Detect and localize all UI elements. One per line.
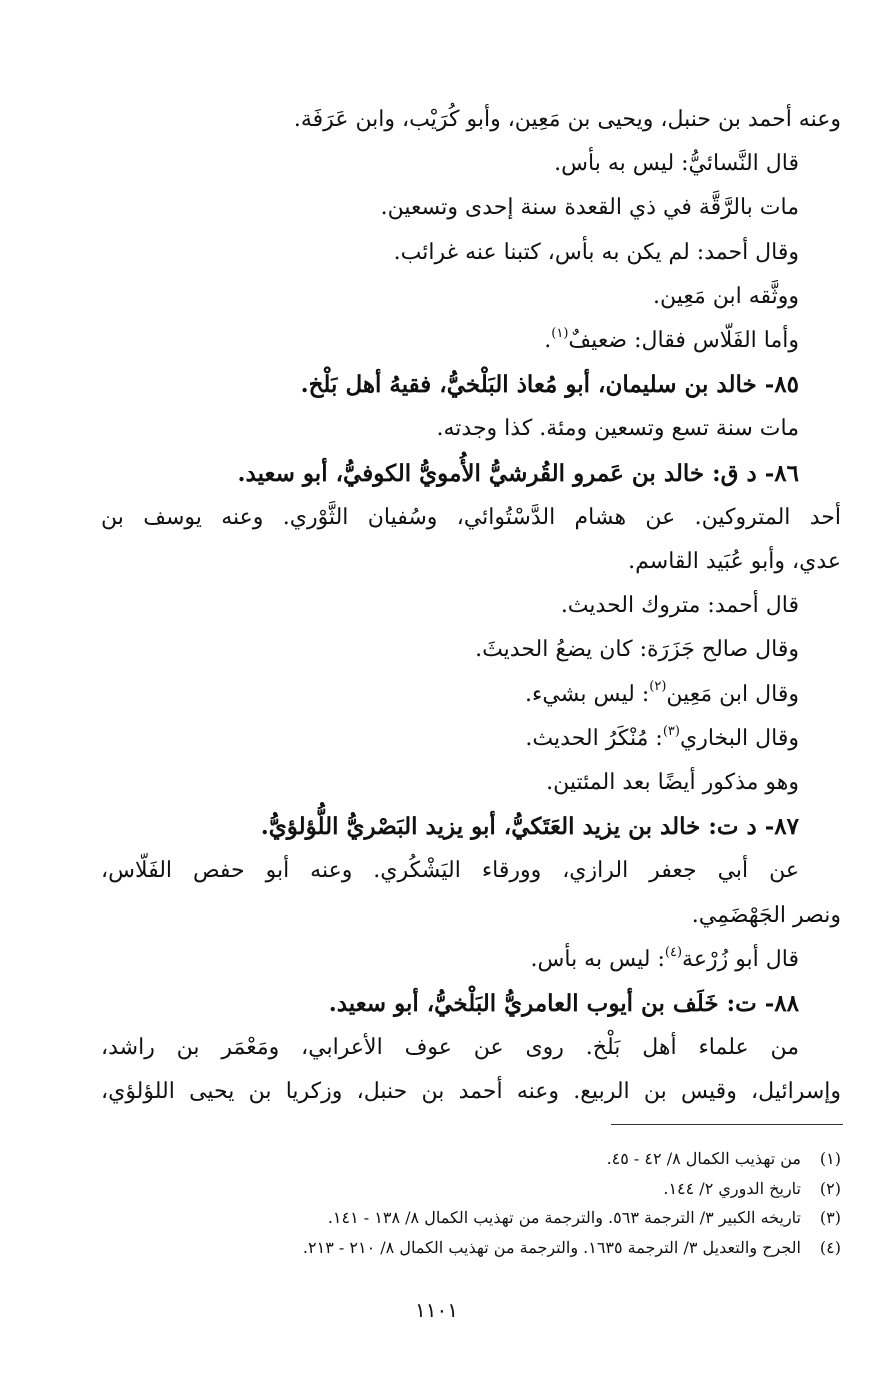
- text-segment: قال أبو زُرْعة: [682, 946, 799, 972]
- footnote-number: (١): [819, 1149, 841, 1168]
- text-segment: وقال ابن مَعِين: [666, 681, 799, 707]
- text-line: [101, 319, 841, 363]
- text-line: [101, 673, 841, 717]
- footnote: [61, 1174, 841, 1204]
- footnotes: [61, 1144, 841, 1262]
- footnote: [61, 1203, 841, 1233]
- text-line: [101, 938, 841, 982]
- text-line: عدي، وأبو عُبَيد القاسم.: [628, 549, 841, 575]
- text-segment: : ليس به بأس.: [530, 946, 665, 972]
- text-line: من علماء أهل بَلْخ. روى عن عوف الأعرابي، ومَعْمَر بن راشد،: [101, 1035, 799, 1061]
- text-line: عن أبي جعفر الرازي، وورقاء اليَشْكُري. وعنه أبو حفص الفَلّاس،: [101, 858, 799, 884]
- page-number: ١١٠١: [415, 1298, 458, 1322]
- text-line: مات بالرَّقَّة في ذي القعدة سنة إحدى وتسعين.: [380, 195, 799, 221]
- footnote-number: (٣): [819, 1208, 841, 1227]
- entry-heading: ٨٨- ت: خَلَف بن أيوب العامريُّ البَلْخيُّ، أبو سعيد.: [328, 990, 799, 1018]
- text-line: مات سنة تسع وتسعين ومئة. كذا وجدته.: [436, 416, 799, 442]
- text-line: قال أحمد: متروك الحديث.: [560, 593, 799, 619]
- text-line: وهو مذكور أيضًا بعد المئتين.: [546, 770, 799, 796]
- footnote-ref: (٢): [649, 679, 667, 695]
- footnote-text: الجرح والتعديل ٣/ الترجمة ١٦٣٥. والترجمة من تهذيب الكمال ٨/ ٢١٠ - ٢١٣.: [302, 1237, 801, 1257]
- footnote-text: من تهذيب الكمال ٨/ ٤٢ - ٤٥.: [606, 1149, 801, 1168]
- footnote: [61, 1233, 841, 1263]
- footnote-text: تاريخه الكبير ٣/ الترجمة ٥٦٣. والترجمة من تهذيب الكمال ٨/ ١٣٨ - ١٤١.: [327, 1208, 801, 1227]
- footnote-ref: (٤): [664, 944, 683, 960]
- text-line: وإسرائيل، وقيس بن الربيع. وعنه أحمد بن حنبل، وزكريا بن يحيى اللؤلؤي،: [101, 1079, 841, 1105]
- text-segment: وأما الفَلّاس فقال: ضعيفٌ: [568, 328, 799, 354]
- text-segment: .: [544, 328, 552, 354]
- entry-heading: ٨٦- د ق: خالد بن عَمرو القُرشيُّ الأُمويُّ الكوفيُّ، أبو سعيد.: [237, 459, 799, 487]
- text-line: قال النَّسائيُّ: ليس به بأس.: [554, 151, 799, 177]
- footnote-text: تاريخ الدوري ٢/ ١٤٤.: [663, 1178, 801, 1198]
- text-line: ووثَّقه ابن مَعِين.: [652, 283, 799, 309]
- text-segment: : مُنْكَرُ الحديث.: [525, 725, 663, 751]
- text-segment: وقال البخاري: [679, 725, 799, 751]
- text-segment: : ليس بشيء.: [525, 681, 650, 707]
- text-line: وقال صالح جَزَرَة: كان يضعُ الحديثَ.: [475, 637, 799, 663]
- main-text: [101, 98, 841, 1115]
- text-line: ونصر الجَهْضَمِي.: [691, 902, 841, 928]
- text-line: وعنه أحمد بن حنبل، ويحيى بن مَعِين، وأبو كُرَيْب، وابن عَرَفَة.: [293, 107, 841, 132]
- footnote-number: (٤): [819, 1237, 841, 1257]
- footnote-number: (٢): [819, 1178, 841, 1198]
- entry-heading: ٨٧- د ت: خالد بن يزيد العَتَكيُّ، أبو يزيد البَصْريُّ اللُّؤلؤيُّ.: [260, 813, 799, 841]
- text-line: أحد المتروكين. عن هشام الدَّسْتُوائي، وسُفيان الثَّوْري. وعنه يوسف بن: [101, 504, 841, 530]
- footnote-ref: (١): [551, 325, 569, 341]
- entry-heading: ٨٥- خالد بن سليمان، أبو مُعاذ البَلْخيُّ، فقيهُ أهل بَلْخ.: [300, 371, 799, 399]
- footnote-divider: [611, 1124, 843, 1125]
- footnote-ref: (٣): [662, 723, 680, 739]
- text-line: [101, 717, 841, 761]
- footnote: [61, 1144, 841, 1174]
- text-line: وقال أحمد: لم يكن به بأس، كتبنا عنه غرائب.: [393, 239, 799, 265]
